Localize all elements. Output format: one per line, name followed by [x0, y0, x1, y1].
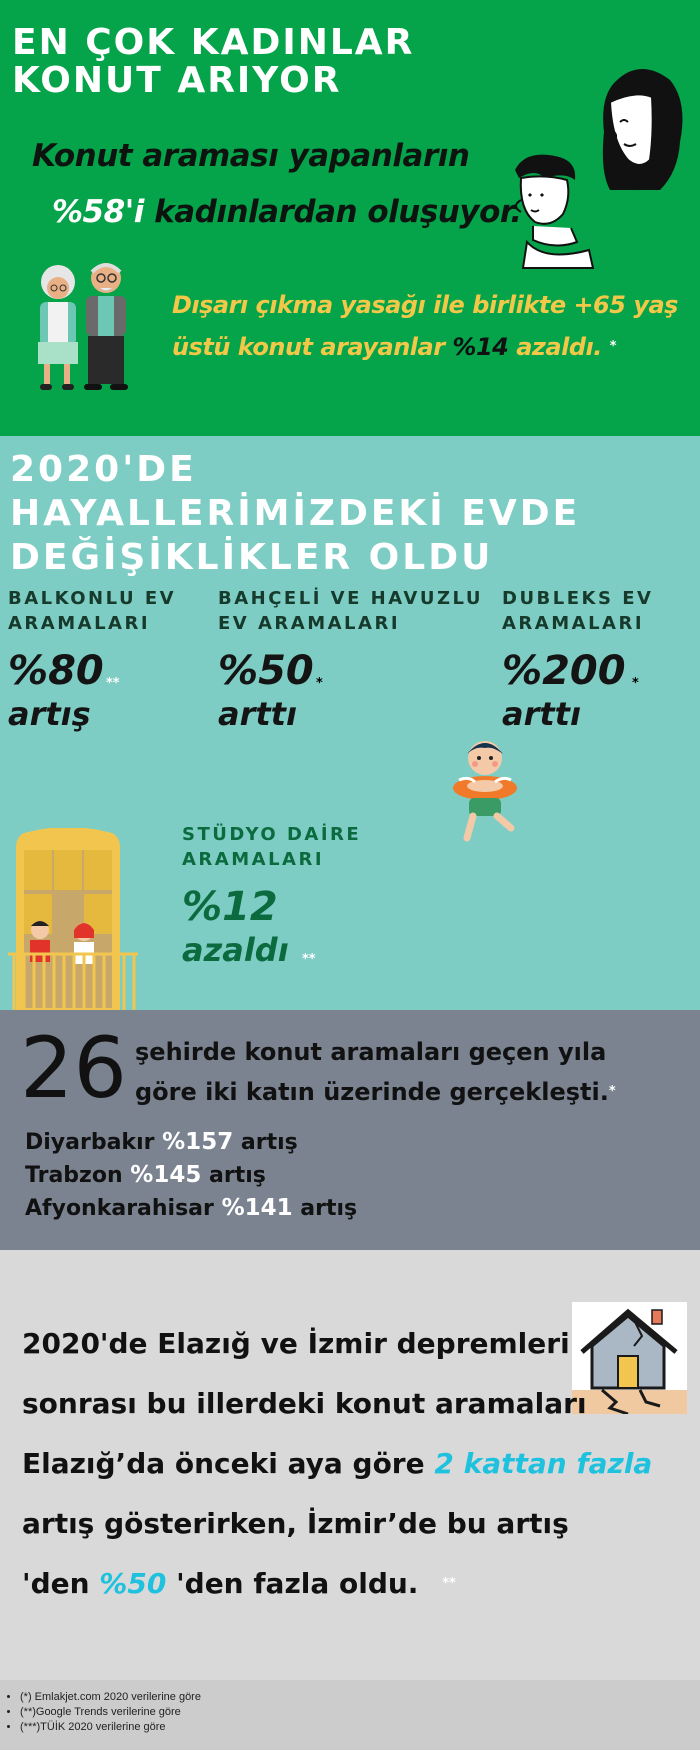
stat-duplex — [502, 586, 653, 734]
stat-label: BALKONLU EV — [8, 588, 177, 609]
city-word: artış — [300, 1196, 358, 1221]
cities-stat-text — [135, 1032, 616, 1112]
earthquake-line: 'den fazla oldu. — [176, 1567, 419, 1600]
women-stat-percent: %58'i — [52, 194, 144, 230]
city-percent: %141 — [221, 1195, 293, 1221]
title-line: DEĞİŞİKLİKLER OLDU — [10, 537, 494, 578]
stat-word: artış — [8, 695, 91, 733]
earthquake-line: artış gösterirken, İzmir’de bu artış — [22, 1507, 569, 1540]
stat-word: arttı — [218, 695, 297, 733]
man-illustration-icon — [505, 150, 595, 270]
city-row — [25, 1126, 357, 1159]
city-name: Trabzon — [25, 1163, 123, 1188]
city-word: artış — [240, 1130, 298, 1155]
stat-label: BAHÇELİ VE HAVUZLU — [218, 588, 483, 609]
footnote-item: • (*) Emlakjet.com 2020 verilerine göre — [20, 1690, 700, 1705]
title-line: HAYALLERİMİZDEKİ EVDE — [10, 493, 581, 534]
cities-stat-footmark: * — [608, 1084, 616, 1099]
footnotes-section — [0, 1680, 700, 1750]
cities-stat-line1: şehirde konut aramaları geçen yıla — [135, 1038, 607, 1066]
earthquake-line: Elazığ’da önceki aya göre — [22, 1447, 425, 1480]
cities-stat-line2: göre iki katın üzerinde gerçekleşti. — [135, 1078, 609, 1106]
stat-word: arttı — [502, 695, 581, 733]
stat-value: %80 — [8, 648, 104, 694]
elderly-couple-illustration-icon — [26, 262, 136, 394]
stat-footmark: ** — [302, 952, 316, 967]
city-row — [25, 1192, 357, 1225]
earthquake-highlight: %50 — [99, 1567, 167, 1600]
stat-footmark: * — [316, 676, 323, 691]
city-percent: %157 — [162, 1129, 234, 1155]
stat-label: STÜDYO DAİRE — [182, 824, 362, 845]
stat-value: %50 — [218, 648, 314, 694]
stat-footmark: ** — [106, 676, 120, 691]
earthquake-footmark: ** — [442, 1576, 456, 1591]
earthquake-line: 'den — [22, 1567, 90, 1600]
stat-label: EV ARAMALARI — [218, 613, 401, 634]
earthquake-highlight: 2 kattan fazla — [434, 1447, 653, 1480]
stat-studio — [182, 822, 361, 970]
city-list — [25, 1126, 357, 1225]
big-number: 26 — [20, 1019, 127, 1117]
earthquake-text — [22, 1314, 652, 1614]
balcony-couple-illustration-icon — [8, 828, 138, 1010]
footnote-item: • (**)Google Trends verilerine göre — [20, 1705, 700, 1720]
women-stat — [32, 128, 538, 240]
city-word: artış — [209, 1163, 266, 1188]
cities-section — [0, 1010, 700, 1250]
women-stat-line2: kadınlardan oluşuyor. — [154, 194, 522, 230]
elderly-stat — [172, 284, 678, 368]
city-row — [25, 1159, 357, 1192]
child-swim-ring-illustration-icon — [445, 736, 525, 846]
elderly-stat-footmark: * — [609, 339, 617, 354]
section-title-women — [12, 24, 414, 100]
stat-footmark: * — [632, 676, 639, 691]
stat-label: ARAMALARI — [502, 613, 645, 634]
women-section — [0, 0, 700, 436]
elderly-stat-text: üstü konut arayanlar — [172, 333, 445, 361]
stat-value: %200 — [502, 648, 626, 694]
title-line: 2020'DE — [10, 449, 197, 490]
stat-value: %12 — [182, 884, 278, 930]
woman-illustration-icon — [580, 62, 685, 202]
women-stat-line1: Konut araması yapanların — [32, 138, 470, 174]
title-line: EN ÇOK KADINLAR — [12, 22, 415, 63]
earthquake-line: sonrası bu illerdeki konut aramaları — [22, 1387, 587, 1420]
stat-label: ARAMALARI — [182, 849, 325, 870]
elderly-stat-text-end: azaldı. — [516, 333, 602, 361]
city-name: Diyarbakır — [25, 1130, 155, 1155]
stat-label: DUBLEKS EV — [502, 588, 654, 609]
stat-word: azaldı — [182, 931, 289, 969]
stat-garden-pool — [218, 586, 483, 734]
dream-home-section — [0, 436, 700, 1010]
stat-label: ARAMALARI — [8, 613, 151, 634]
city-percent: %145 — [130, 1162, 202, 1188]
elderly-stat-percent: %14 — [452, 333, 509, 361]
footnote-item: • (***)TÜİK 2020 verilerine göre — [20, 1720, 700, 1735]
city-name: Afyonkarahisar — [25, 1196, 214, 1221]
section-title-dream-home — [10, 448, 580, 580]
stat-balcony — [8, 586, 176, 734]
footnote-list — [0, 1690, 700, 1735]
earthquake-section — [0, 1250, 700, 1680]
elderly-stat-line1: Dışarı çıkma yasağı ile birlikte +65 yaş — [172, 291, 678, 319]
earthquake-line: 2020'de Elazığ ve İzmir depremleri — [22, 1327, 570, 1360]
title-line: KONUT ARIYOR — [12, 60, 342, 101]
